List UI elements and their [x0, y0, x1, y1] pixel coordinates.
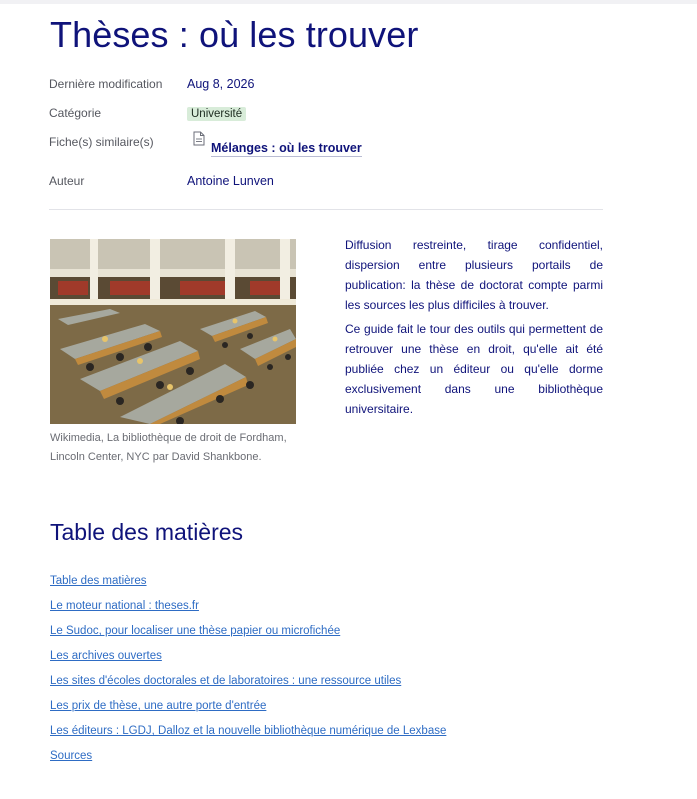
toc-item	[50, 696, 446, 721]
intro-paragraph-1: Diffusion restreinte, tirage confidentiel, dispersion entre plusieurs portails de publication: la thèse de doctorat compte parmi les sources les plus difficiles à trouver.	[345, 238, 603, 312]
meta-category-label: Catégorie	[49, 106, 102, 120]
toc-list	[50, 571, 446, 771]
intro-text	[345, 235, 603, 419]
toc-link-ecoles[interactable]: Les sites d'écoles doctorales et de laboratoires : une ressource utiles	[50, 675, 402, 687]
meta-similar-label: Fiche(s) similaire(s)	[49, 135, 154, 149]
similar-sheet-link[interactable]: Mélanges : où les trouver	[211, 141, 362, 155]
toc-link-sources[interactable]: Sources	[50, 750, 93, 762]
category-badge[interactable]: Université	[187, 107, 246, 121]
meta-author-label: Auteur	[49, 174, 85, 188]
toc-link-theses-fr[interactable]: Le moteur national : theses.fr	[50, 600, 199, 612]
meta-category-row	[49, 106, 609, 128]
meta-modified-label: Dernière modification	[49, 77, 163, 91]
meta-author-row	[49, 174, 609, 196]
toc-link-archives[interactable]: Les archives ouvertes	[50, 650, 162, 662]
toc-link-editeurs[interactable]: Les éditeurs : LGDJ, Dalloz et la nouvelle bibliothèque numérique de Lexbase	[50, 725, 447, 737]
toc-item	[50, 671, 446, 696]
toc-link-prix[interactable]: Les prix de thèse, une autre porte d'entrée	[50, 700, 267, 712]
toc-title: Table des matières	[50, 519, 244, 545]
toc-item	[50, 621, 446, 646]
meta-similar-row	[49, 135, 609, 163]
divider	[49, 209, 603, 210]
library-photo	[50, 239, 296, 424]
toc-item	[50, 571, 446, 596]
document-icon	[193, 131, 205, 146]
photo-caption: Wikimedia, La bibliothèque de droit de Fordham, Lincoln Center, NYC par David Shankbone.	[50, 432, 287, 463]
toc-link-toc[interactable]: Table des matières	[50, 575, 147, 587]
page-title: Thèses : où les trouver	[50, 14, 419, 55]
toc-item	[50, 646, 446, 671]
author-name[interactable]: Antoine Lunven	[187, 174, 274, 188]
meta-modified-row	[49, 77, 609, 99]
toc-link-sudoc[interactable]: Le Sudoc, pour localiser une thèse papier ou microfichée	[50, 625, 341, 637]
toc-item	[50, 746, 446, 771]
meta-modified-value: Aug 8, 2026	[187, 77, 255, 91]
toc-item	[50, 596, 446, 621]
top-bar	[0, 0, 697, 4]
category-badge-wrap	[187, 106, 246, 121]
toc-item	[50, 721, 446, 746]
intro-paragraph-2: Ce guide fait le tour des outils qui permettent de retrouver une thèse en droit, qu'elle ait été publiée chez un éditeur ou qu'elle dorme exclusivement dans une bibliothèque universitaire.	[345, 322, 603, 416]
